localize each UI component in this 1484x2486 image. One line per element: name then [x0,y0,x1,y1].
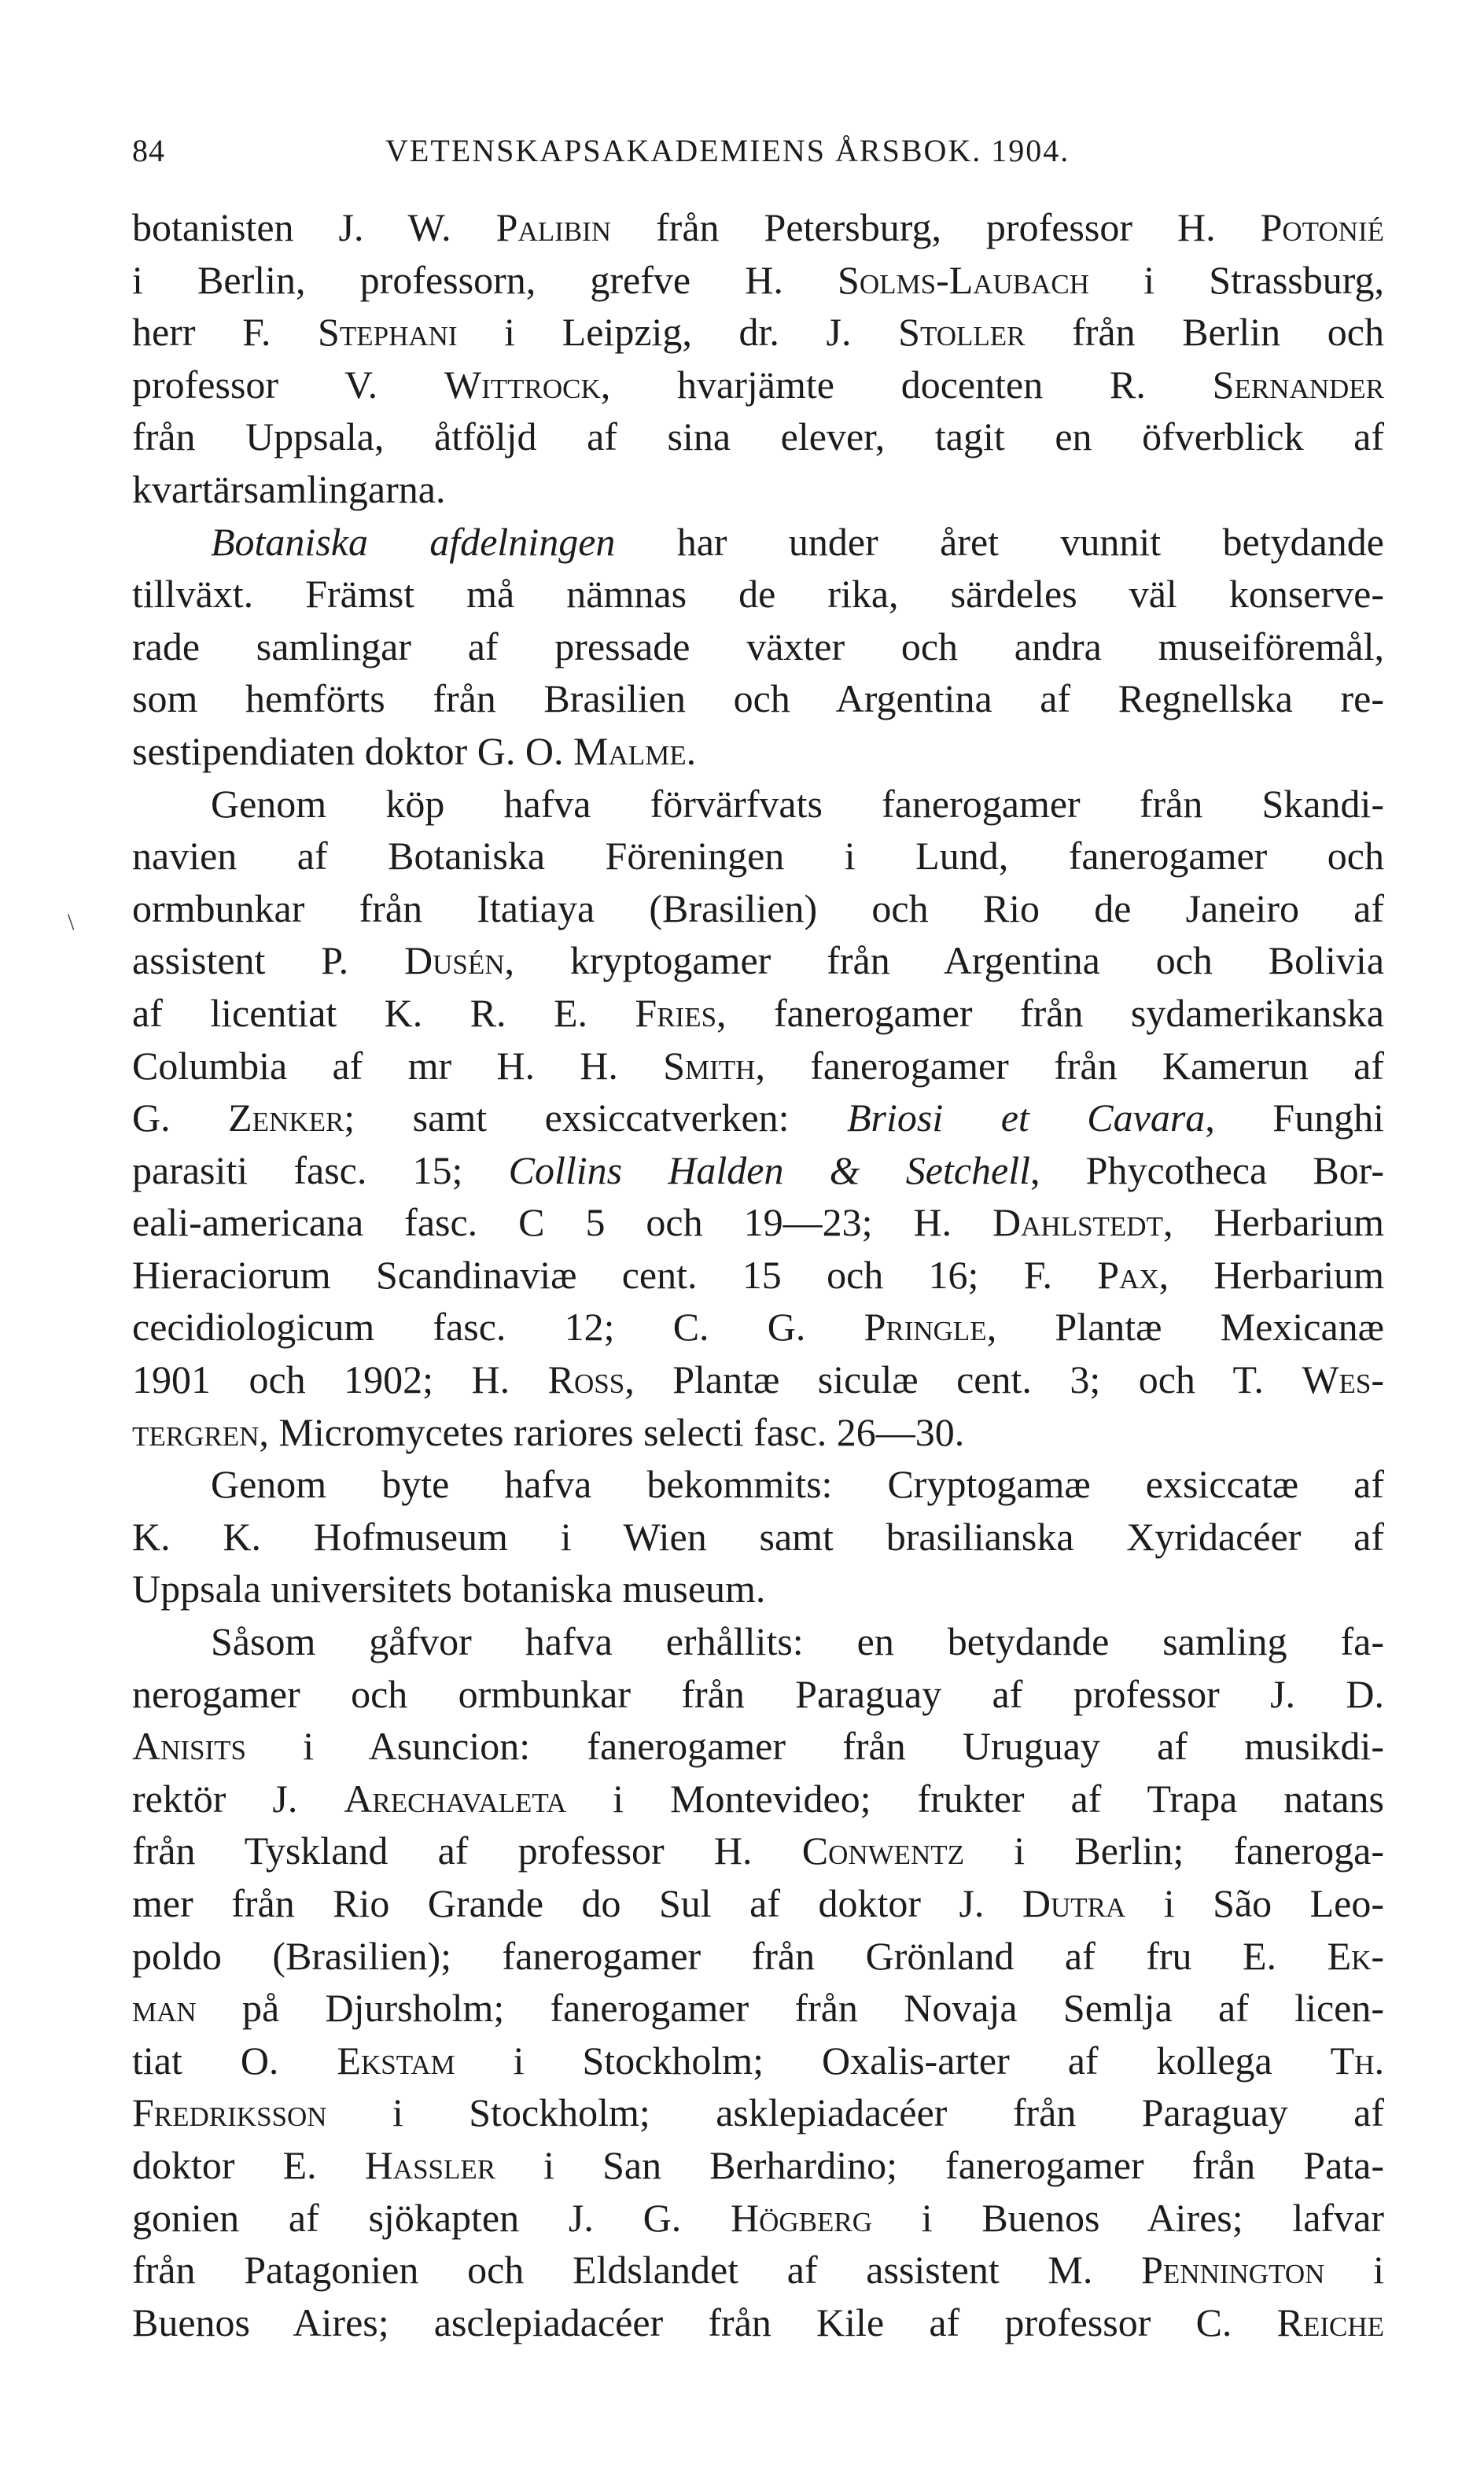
text-line: mer från Rio Grande do Sul af doktor J. Dutra i São Leo- [132,1881,1384,1925]
text-line: Botaniska afdelningen har under året vunnit betydande [211,519,1384,564]
text-line: Anisits i Asuncion: fanerogamer från Uruguay af musikdi- [132,1724,1384,1769]
text-line: K. K. Hofmuseum i Wien samt brasilianska Xyridacéer af [132,1514,1384,1559]
text-line: af licentiat K. R. E. Fries, fanerogamer från sydamerikanska [132,990,1384,1035]
text-line: från Tyskland af professor H. Conwentz i Berlin; faneroga- [132,1829,1384,1873]
text-line: kvartärsamlingarna. [132,466,446,511]
text-line: herr F. Stephani i Leipzig, dr. J. Stoller från Berlin och [132,310,1384,355]
text-line: tiat O. Ekstam i Stockholm; Oxalis-arter af kollega Th. [132,2038,1384,2083]
text-line: doktor E. Hassler i San Berhardino; fanerogamer från Pata- [132,2142,1384,2187]
text-line: Fredriksson i Stockholm; asklepiadacéer från Paraguay af [132,2090,1384,2135]
text-line: från Patagonien och Eldslandet af assistent M. Pennington i [132,2248,1384,2293]
text-line: professor V. Wittrock, hvarjämte docenten R. Sernander [132,362,1384,407]
text-line: Hieraciorum Scandinaviæ cent. 15 och 16; F. Pax, Herbarium [132,1252,1384,1297]
text-line: Uppsala universitets botaniska museum. [132,1567,766,1611]
text-line: ormbunkar från Itatiaya (Brasilien) och Rio de Janeiro af [132,886,1384,930]
text-line: poldo (Brasilien); fanerogamer från Grönland af fru E. Ek- [132,1933,1384,1978]
text-line: navien af Botaniska Föreningen i Lund, fanerogamer och [132,834,1384,878]
page-header [132,132,1147,179]
text-line: botanisten J. W. Palibin från Petersburg, professor H. Potonié [132,205,1384,249]
text-line: 1901 och 1902; H. Ross, Plantæ siculæ cent. 3; och T. Wes- [132,1357,1384,1402]
text-line: tillväxt. Främst må nämnas de rika, särdeles väl konserve- [132,572,1384,617]
text-line: Såsom gåfvor hafva erhållits: en betydande samling fa- [211,1619,1384,1664]
text-line: Buenos Aires; asclepiadacéer från Kile af professor C. Reiche [132,2300,1384,2344]
text-line: rade samlingar af pressade växter och andra museiföremål, [132,624,1384,668]
text-line: i Berlin, professorn, grefve H. Solms-Laubach i Strassburg, [132,257,1384,302]
text-line: G. Zenker; samt exsiccatverken: Briosi et Cavara, Funghi [132,1096,1384,1140]
running-title: VETENSKAPSAKADEMIENS ÅRSBOK. 1904. [385,133,1070,168]
text-line: som hemförts från Brasilien och Argentina af Regnellska re- [132,676,1384,721]
text-line: Genom köp hafva förvärfvats fanerogamer från Skandi- [211,781,1384,826]
text-line: tergren, Micromycetes rariores selecti fasc. 26—30. [132,1409,965,1454]
body-text [132,201,1384,2348]
text-line: Columbia af mr H. H. Smith, fanerogamer från Kamerun af [132,1043,1384,1088]
text-line: från Uppsala, åtföljd af sina elever, tagit en öfverblick af [132,414,1384,459]
text-line: eali-americana fasc. C 5 och 19—23; H. Dahlstedt, Herbarium [132,1200,1384,1245]
text-line: man på Djursholm; fanerogamer från Novaja Semlja af licen- [132,1986,1384,2031]
margin-mark: \ [68,909,75,935]
text-line: assistent P. Dusén, kryptogamer från Argentina och Bolivia [132,938,1384,983]
text-line: sestipendiaten doktor G. O. Malme. [132,728,697,773]
text-line: parasiti fasc. 15; Collins Halden & Setchell, Phycotheca Bor- [132,1147,1384,1192]
text-line: rektör J. Arechavaleta i Montevideo; frukter af Trapa natans [132,1776,1384,1821]
text-line: cecidiologicum fasc. 12; C. G. Pringle, Plantæ Mexicanæ [132,1305,1384,1350]
text-line: nerogamer och ormbunkar från Paraguay af professor J. D. [132,1671,1384,1716]
page-number: 84 [132,133,165,168]
text-line: Genom byte hafva bekommits: Cryptogamæ exsiccatæ af [211,1462,1384,1507]
text-line: gonien af sjökapten J. G. Högberg i Buenos Aires; lafvar [132,2195,1384,2240]
